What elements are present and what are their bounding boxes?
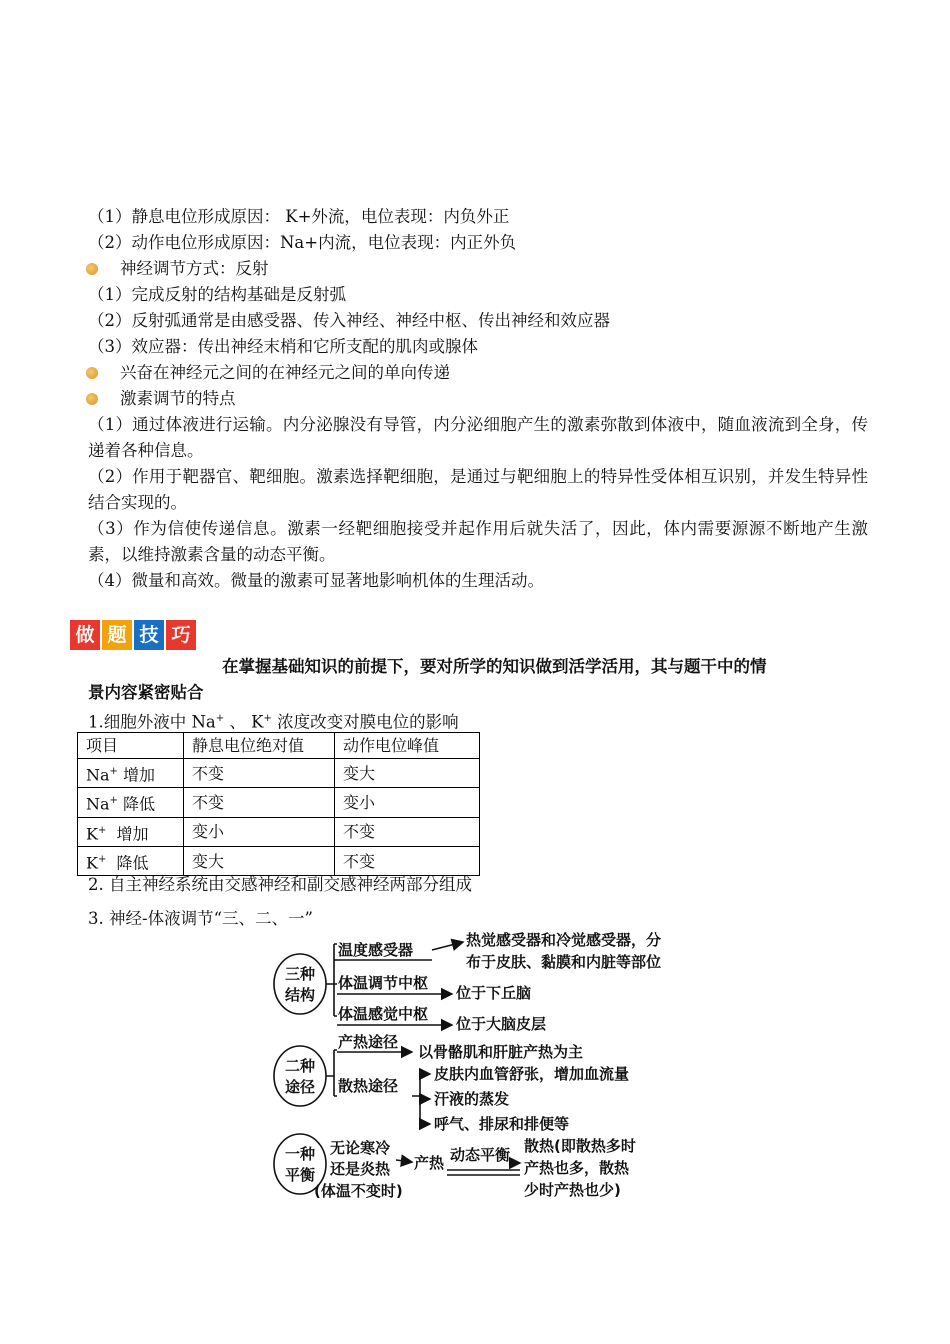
- circle-two: [274, 1046, 326, 1106]
- table-cell: 不变: [184, 759, 335, 788]
- table-header: 动作电位峰值: [335, 733, 480, 759]
- table-cell: K+ 降低: [78, 846, 184, 875]
- diagram-text: 皮肤内血管舒张，增加血流量: [434, 1065, 630, 1083]
- diagram-text: 散热途径: [338, 1077, 399, 1095]
- table-header: 静息电位绝对值: [184, 733, 335, 759]
- reflex-item: （3）效应器：传出神经末梢和它所支配的肌肉或腺体: [88, 337, 478, 356]
- diagram-text: 产热途径: [338, 1033, 399, 1051]
- skills-char: 巧: [166, 620, 196, 650]
- action-potential-line: （2）动作电位形成原因：Na+内流，电位表现：内正外负: [88, 233, 517, 252]
- diagram-text: 散热(即散热多时: [524, 1137, 636, 1155]
- circle-three: [274, 954, 326, 1014]
- table-header: 项目: [78, 733, 184, 759]
- diagram-text: 平衡: [284, 1166, 316, 1184]
- diagram-text: 体温感觉中枢: [338, 1005, 429, 1023]
- reflex-item: （1）完成反射的结构基础是反射弧: [88, 285, 346, 304]
- skills-char: 题: [102, 620, 132, 650]
- table-cell: 不变: [335, 817, 480, 846]
- diagram-text: 体温调节中枢: [338, 974, 429, 992]
- hormone-item: （2）作用于靶器官、靶细胞。激素选择靶细胞，是通过与靶细胞上的特异性受体相互识别，并发生特异性结合实现的。: [88, 467, 868, 512]
- diagram-text: 布于皮肤、黏膜和内脏等部位: [466, 953, 662, 971]
- diagram-text: 动态平衡: [450, 1146, 511, 1164]
- table-cell: Na+ 增加: [78, 759, 184, 788]
- table-cell: K+ 增加: [78, 817, 184, 846]
- diagram-text: 少时产热也少): [524, 1181, 621, 1199]
- diagram-text: 热觉感受器和冷觉感受器，分: [466, 931, 662, 949]
- hormone-item: （1）通过体液进行运输。内分泌腺没有导管，内分泌细胞产生的激素弥散到体液中，随血液流到全身，传递着各种信息。: [88, 415, 868, 460]
- table-cell: 变小: [335, 788, 480, 817]
- point2: 2. 自主神经系统由交感神经和副交感神经两部分组成: [88, 875, 472, 894]
- diagram-text: 无论寒冷: [330, 1139, 391, 1157]
- diagram-text: 产热: [414, 1154, 445, 1172]
- point3: 3. 神经-体液调节“三、二、一”: [88, 909, 313, 928]
- table-cell: 不变: [335, 846, 480, 875]
- hormone-item: （4）微量和高效。微量的激素可显著地影响机体的生理活动。: [88, 571, 544, 590]
- diagram-text: 二种: [284, 1057, 316, 1075]
- table-cell: 变小: [184, 817, 335, 846]
- reflex-item: （2）反射弧通常是由感受器、传入神经、神经中枢、传出神经和效应器: [88, 311, 610, 330]
- diagram-text: 温度感受器: [338, 941, 414, 959]
- diagram-text: 位于大脑皮层: [456, 1015, 547, 1033]
- resting-potential-line: （1）静息电位形成原因： K+外流，电位表现：内负外正: [88, 207, 510, 226]
- table-cell: 变大: [184, 846, 335, 875]
- diagram-text: 产热也多，散热: [524, 1159, 630, 1177]
- hormone-item: （3）作为信使传递信息。激素一经靶细胞接受并起作用后就失活了，因此，体内需要源源不断地产生激素，以维持激素含量的动态平衡。: [88, 519, 868, 564]
- diagram-text: 汗液的蒸发: [434, 1090, 510, 1108]
- table-cell: 不变: [184, 788, 335, 817]
- diagram-text: 位于下丘脑: [456, 984, 532, 1002]
- diagram-text: 结构: [284, 986, 316, 1004]
- skills-intro-cont: 景内容紧密贴合: [88, 683, 204, 702]
- diagram-text: 以骨骼肌和肝脏产热为主: [418, 1043, 584, 1061]
- diagram-text: 途径: [284, 1078, 316, 1096]
- diagram-text: 三种: [284, 965, 316, 983]
- skills-intro: 在掌握基础知识的前提下，要对所学的知识做到活学活用，其与题干中的情: [222, 657, 767, 676]
- hormone-heading: 激素调节的特点: [120, 389, 236, 408]
- skills-char: 技: [134, 620, 164, 650]
- point1-title: 1.细胞外液中 Na+ 、 K+ 浓度改变对膜电位的影响: [88, 712, 459, 732]
- diagram-text: 一种: [284, 1145, 316, 1163]
- excitation-heading: 兴奋在神经元之间的在神经元之间的单向传递: [120, 363, 450, 382]
- reflex-heading: 神经调节方式：反射: [120, 259, 269, 278]
- table-cell: 变大: [335, 759, 480, 788]
- diagram-text: 还是炎热: [330, 1160, 391, 1178]
- diagram-text: 呼气、排尿和排便等: [434, 1115, 570, 1133]
- table-cell: Na+ 降低: [78, 788, 184, 817]
- skills-char: 做: [70, 620, 100, 650]
- diagram-text: (体温不变时): [314, 1182, 403, 1200]
